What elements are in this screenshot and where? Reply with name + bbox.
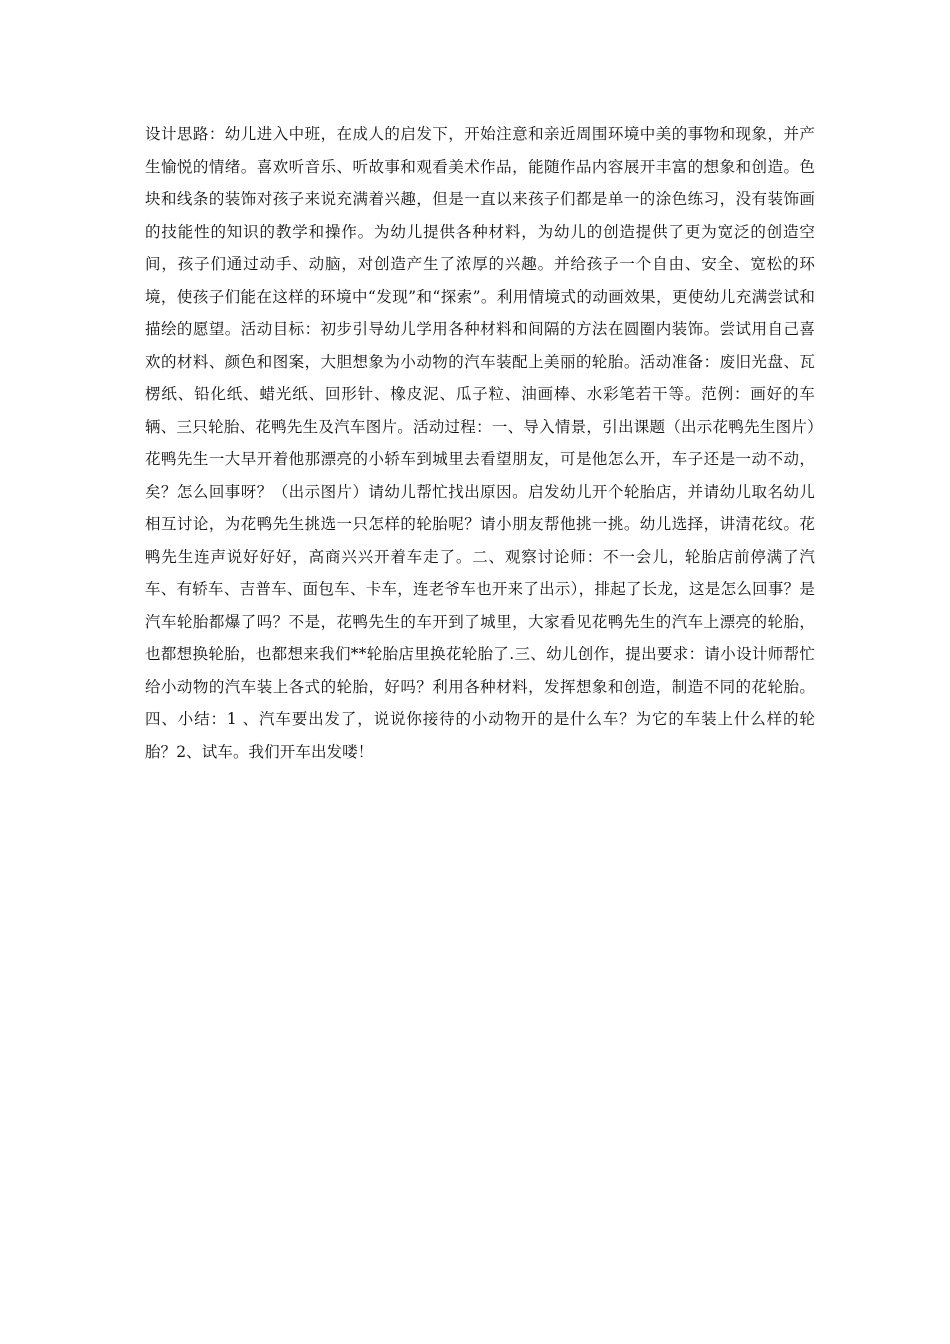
- document-body-text: 设计思路：幼儿进入中班，在成人的启发下，开始注意和亲近周围环境中美的事物和现象，并产生愉悦的情绪。喜欢听音乐、听故事和观看美术作品，能随作品内容展开丰富的想象和创造。色块和线条的装饰对孩子来说充满着兴趣，但是一直以来孩子们都是单一的涂色练习，没有装饰画的技能性的知识的教学和操作。为幼儿提供各种材料，为幼儿的创造提供了更为宽泛的创造空间，孩子们通过动手、动脑，对创造产生了浓厚的兴趣。并给孩子一个自由、安全、宽松的环境，使孩子们能在这样的环境中“发现”和“探索”。利用情境式的动画效果，更使幼儿充满尝试和描绘的愿望。活动目标：初步引导幼儿学用各种材料和间隔的方法在圆圈内装饰。尝试用自己喜欢的材料、颜色和图案，大胆想象为小动物的汽车装配上美丽的轮胎。活动准备：废旧光盘、瓦楞纸、铅化纸、蜡光纸、回形针、橡皮泥、瓜子粒、油画棒、水彩笔若干等。范例：画好的车辆、三只轮胎、花鸭先生及汽车图片。活动过程：一、导入情景，引出课题（出示花鸭先生图片）花鸭先生一大早开着他那漂亮的小轿车到城里去看望朋友，可是他怎么开，车子还是一动不动，矣？怎么回事呀？（出示图片）请幼儿帮忙找出原因。启发幼儿开个轮胎店，并请幼儿取名幼儿相互讨论，为花鸭先生挑选一只怎样的轮胎呢？请小朋友帮他挑一挑。幼儿选择，讲清花纹。花鸭先生连声说好好好，高商兴兴开着车走了。二、观察讨论师：不一会儿，轮胎店前停满了汽车、有轿车、吉普车、面包车、卡车，连老爷车也开来了出示），排起了长龙，这是怎么回事？是汽车轮胎都爆了吗？不是，花鸭先生的车开到了城里，大家看见花鸭先生的汽车上漂亮的轮胎，也都想换轮胎，也都想来我们**轮胎店里换花轮胎了.三、幼儿创作，提出要求：请小设计师帮忙给小动物的汽车装上各式的轮胎，好吗？利用各种材料，发挥想象和创造，制造不同的花轮胎。四、小结：1 、汽车要出发了，说说你接待的小动物开的是什么车？为它的车装上什么样的轮胎？2、试车。我们开车出发喽！: [145, 125, 815, 761]
